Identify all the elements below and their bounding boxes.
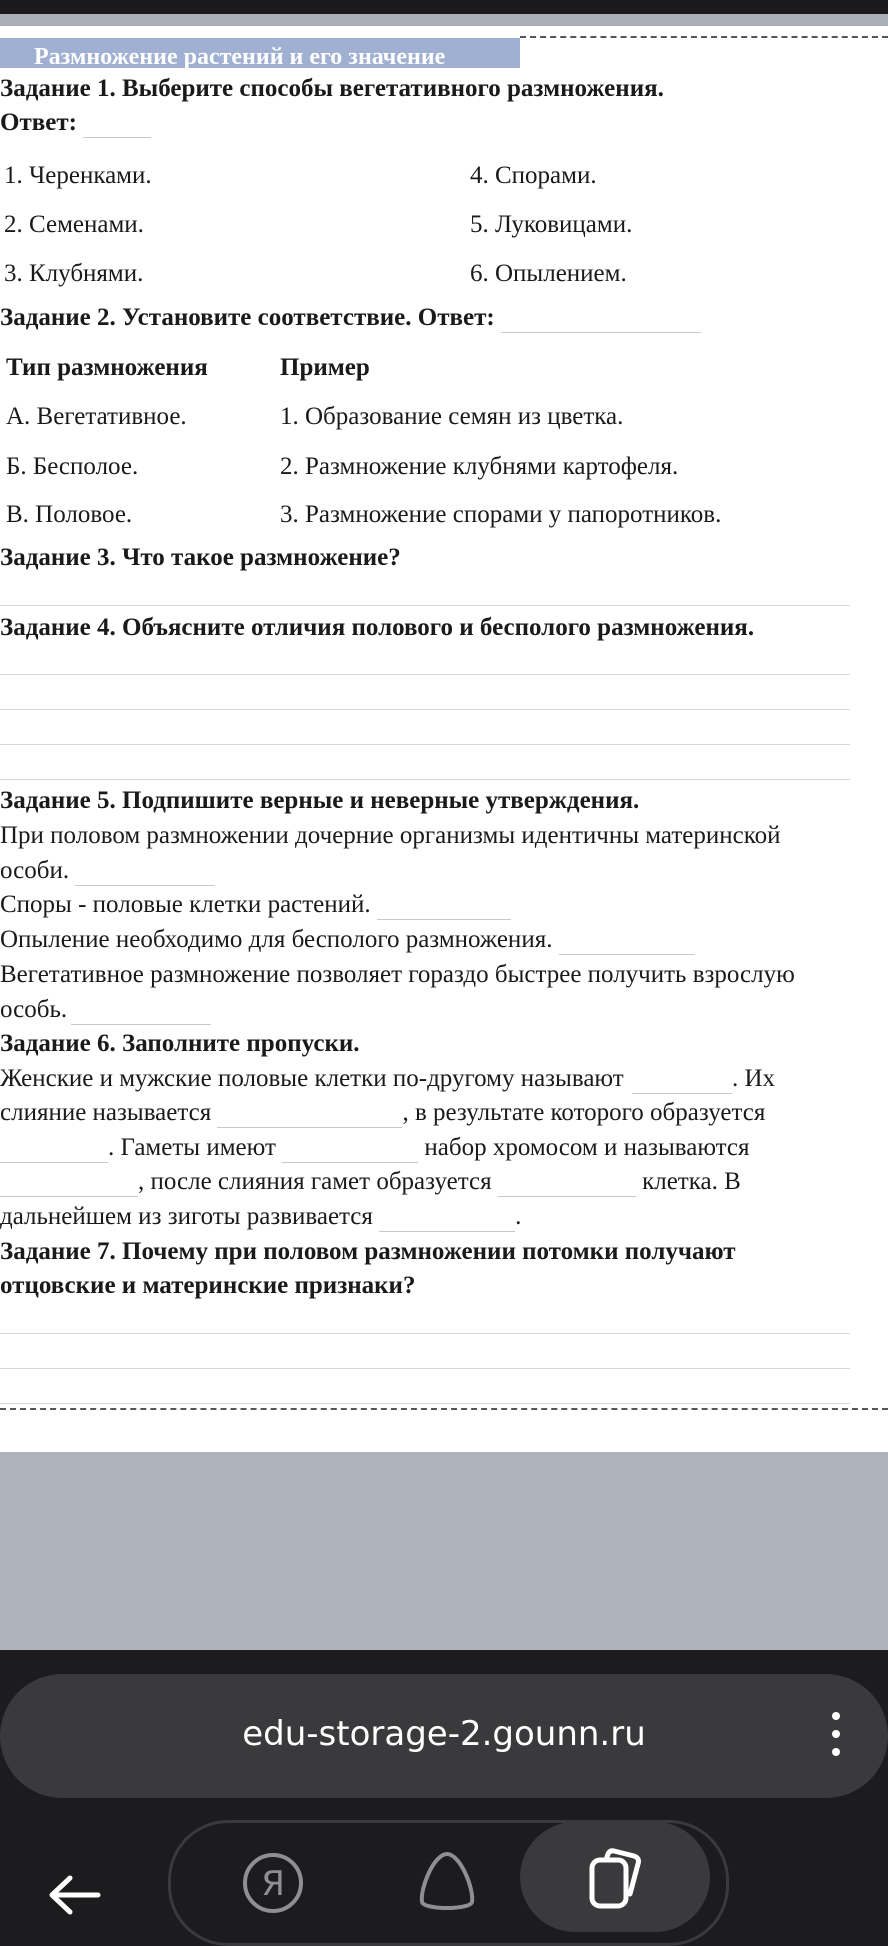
task4-answer-line-3[interactable] xyxy=(0,744,850,745)
task6-text-1b: . Их xyxy=(731,1065,775,1092)
task4-answer-line-2[interactable] xyxy=(0,709,850,710)
task6-line-3 xyxy=(0,1133,750,1163)
task7-answer-line-3[interactable] xyxy=(0,1403,850,1404)
task1-option-2: 2. Семенами. xyxy=(4,211,144,238)
yandex-letter: Я xyxy=(261,1864,285,1904)
status-bar xyxy=(0,0,888,14)
task2-col-type: Тип размножения xyxy=(6,354,208,381)
task1-option-4: 4. Спорами. xyxy=(470,162,597,189)
task6-text-5b: . xyxy=(515,1203,522,1230)
task5-line-5: Вегетативное размножение позволяет гораздо быстрее получить взрослую xyxy=(0,961,795,988)
task4-answer-line-1[interactable] xyxy=(0,674,850,675)
task7-answer-line-1[interactable] xyxy=(0,1333,850,1334)
task1-option-5: 5. Луковицами. xyxy=(470,211,633,238)
task5-line-2-row xyxy=(0,856,215,886)
home-icon[interactable] xyxy=(412,1848,482,1914)
dashed-border-bottom xyxy=(0,1408,888,1410)
task1-answer-blank[interactable] xyxy=(83,113,151,138)
task7-answer-line-2[interactable] xyxy=(0,1368,850,1369)
task5-blank-1[interactable] xyxy=(75,861,215,886)
task6-line-1 xyxy=(0,1064,775,1094)
task6-text-3a: . Гаметы имеют xyxy=(108,1134,276,1161)
task3-answer-line[interactable] xyxy=(0,605,850,606)
task6-blank-5[interactable] xyxy=(0,1172,138,1197)
task5-line-4: Опыление необходимо для бесполого размножения. xyxy=(0,926,553,953)
more-menu-icon[interactable] xyxy=(830,1712,842,1760)
task1-answer-row xyxy=(0,108,151,138)
task2-title-row xyxy=(0,303,701,333)
task6-blank-3[interactable] xyxy=(0,1138,108,1163)
task5-line-6-row xyxy=(0,995,211,1025)
task6-blank-1[interactable] xyxy=(632,1069,732,1094)
task2-col-example: Пример xyxy=(280,354,370,381)
task5-blank-2[interactable] xyxy=(377,895,511,920)
task6-text-4b: клетка. В xyxy=(642,1168,741,1195)
task5-line-1: При половом размножении дочерние организмы идентичны материнской xyxy=(0,822,781,849)
task6-text-1a: Женские и мужские половые клетки по-другому называют xyxy=(0,1065,624,1092)
task5-line-2: особи. xyxy=(0,857,70,884)
task2-example-2: 2. Размножение клубнями картофеля. xyxy=(280,453,679,480)
task6-line-5 xyxy=(0,1202,521,1232)
task6-blank-6[interactable] xyxy=(498,1172,636,1197)
task3-title: Задание 3. Что такое размножение? xyxy=(0,544,401,571)
task1-option-1: 1. Черенками. xyxy=(4,162,152,189)
back-icon[interactable] xyxy=(44,1870,104,1920)
task5-blank-4[interactable] xyxy=(71,1000,211,1025)
dashed-border-top xyxy=(520,36,888,38)
yandex-icon[interactable] xyxy=(240,1850,306,1916)
task2-title: Задание 2. Установите соответствие. Ответ: xyxy=(0,304,495,331)
task5-line-3: Споры - половые клетки растений. xyxy=(0,891,371,918)
task2-type-b: Б. Бесполое. xyxy=(6,453,139,480)
task6-blank-7[interactable] xyxy=(379,1207,515,1232)
task6-line-4 xyxy=(0,1167,741,1197)
task6-title: Задание 6. Заполните пропуски. xyxy=(0,1030,360,1057)
task6-blank-2[interactable] xyxy=(217,1103,402,1128)
task2-example-3: 3. Размножение спорами у папоротников. xyxy=(280,501,722,528)
tabs-icon[interactable] xyxy=(584,1848,648,1914)
task5-blank-3[interactable] xyxy=(559,930,695,955)
task5-title: Задание 5. Подпишите верные и неверные утверждения. xyxy=(0,787,640,814)
worksheet-header xyxy=(0,38,520,68)
task5-line-6: особь. xyxy=(0,996,68,1023)
task7-title-1: Задание 7. Почему при половом размножении потомки получают xyxy=(0,1238,736,1265)
worksheet-title: Размножение растений и его значение xyxy=(34,44,446,68)
task7-title-2: отцовские и материнские признаки? xyxy=(0,1272,416,1299)
task4-title: Задание 4. Объясните отличия полового и бесполого размножения. xyxy=(0,614,755,641)
task2-example-1: 1. Образование семян из цветка. xyxy=(280,403,624,430)
task2-answer-blank[interactable] xyxy=(501,308,701,333)
task2-type-c: В. Половое. xyxy=(6,501,133,528)
task6-text-2a: слияние называется xyxy=(0,1099,212,1126)
task5-line-4-row xyxy=(0,925,695,955)
task6-text-5a: дальнейшем из зиготы развивается xyxy=(0,1203,373,1230)
task1-title: Задание 1. Выберите способы вегетативного размножения. xyxy=(0,75,664,102)
task2-type-a: А. Вегетативное. xyxy=(6,403,187,430)
task6-line-2 xyxy=(0,1098,765,1128)
task1-option-6: 6. Опылением. xyxy=(470,260,627,287)
task1-answer-label: Ответ: xyxy=(0,109,77,136)
task6-text-3b: набор хромосом и называются xyxy=(424,1134,750,1161)
url-text[interactable]: edu-storage-2.gounn.ru xyxy=(242,1714,646,1754)
top-strip xyxy=(0,14,888,26)
task1-option-3: 3. Клубнями. xyxy=(4,260,144,287)
address-bar[interactable] xyxy=(0,1674,888,1798)
task6-blank-4[interactable] xyxy=(282,1138,418,1163)
page-background xyxy=(0,1452,888,1650)
task5-line-3-row xyxy=(0,890,511,920)
task6-text-2b: , в результате которого образуется xyxy=(402,1099,766,1126)
task6-text-4a: , после слияния гамет образуется xyxy=(138,1168,492,1195)
task4-answer-line-4[interactable] xyxy=(0,779,850,780)
